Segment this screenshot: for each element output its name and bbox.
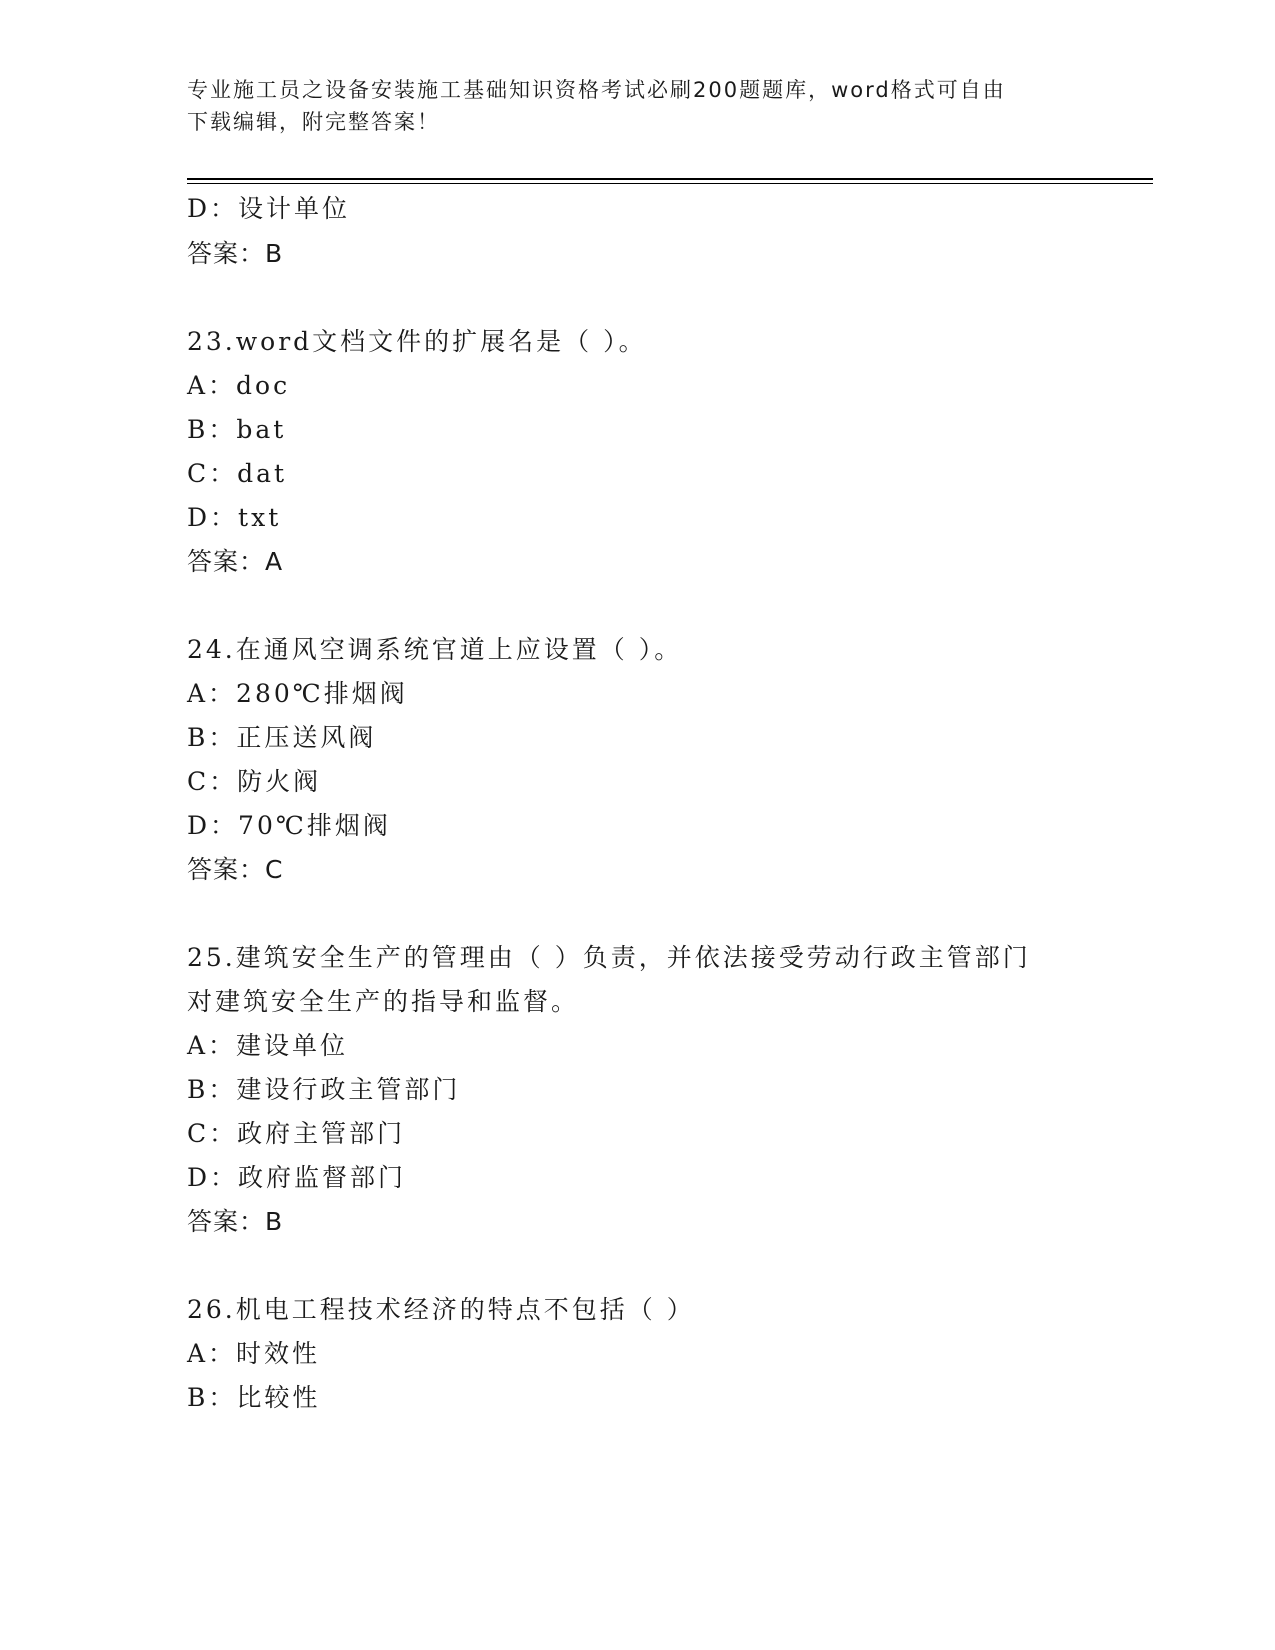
q25-option-c: C：政府主管部门 <box>187 1119 406 1148</box>
q25-question-cont: 对建筑安全生产的指导和监督。 <box>187 987 580 1016</box>
q25-option-b: B：建设行政主管部门 <box>187 1075 461 1104</box>
q23-question: 23.word文档文件的扩展名是（ ）。 <box>187 327 647 356</box>
q23-answer: 答案：A <box>187 547 284 576</box>
q24-question: 24.在通风空调系统官道上应设置（ ）。 <box>187 635 683 664</box>
document-header <box>187 74 1067 138</box>
q25-option-a: A：建设单位 <box>187 1031 349 1060</box>
q24-option-a: A：280℃排烟阀 <box>187 679 408 708</box>
q23-option-a: A：doc <box>187 371 291 400</box>
q26-option-a: A：时效性 <box>187 1339 321 1368</box>
q23-option-d: D：txt <box>187 503 282 532</box>
q24-option-b: B：正压送风阀 <box>187 723 377 752</box>
q22-answer: 答案：B <box>187 239 284 268</box>
header-divider-thin <box>187 183 1153 184</box>
q24-answer: 答案：C <box>187 855 284 884</box>
q26-question: 26.机电工程技术经济的特点不包括（ ） <box>187 1295 695 1324</box>
q23-option-c: C：dat <box>187 459 288 488</box>
q24-option-d: D：70℃排烟阀 <box>187 811 391 840</box>
header-title-line1: 专业施工员之设备安装施工基础知识资格考试必刷200题题库，word格式可自由 <box>187 78 1006 102</box>
header-title-line2: 下载编辑，附完整答案！ <box>187 110 440 134</box>
header-divider-thick <box>187 178 1153 180</box>
q24-option-c: C：防火阀 <box>187 767 322 796</box>
q23-option-b: B：bat <box>187 415 287 444</box>
q25-option-d: D：政府监督部门 <box>187 1163 407 1192</box>
q26-option-b: B：比较性 <box>187 1383 321 1412</box>
q22-option-d: D：设计单位 <box>187 194 351 223</box>
q25-answer: 答案：B <box>187 1207 284 1236</box>
q25-question: 25.建筑安全生产的管理由（ ）负责，并依法接受劳动行政主管部门 <box>187 943 1031 972</box>
